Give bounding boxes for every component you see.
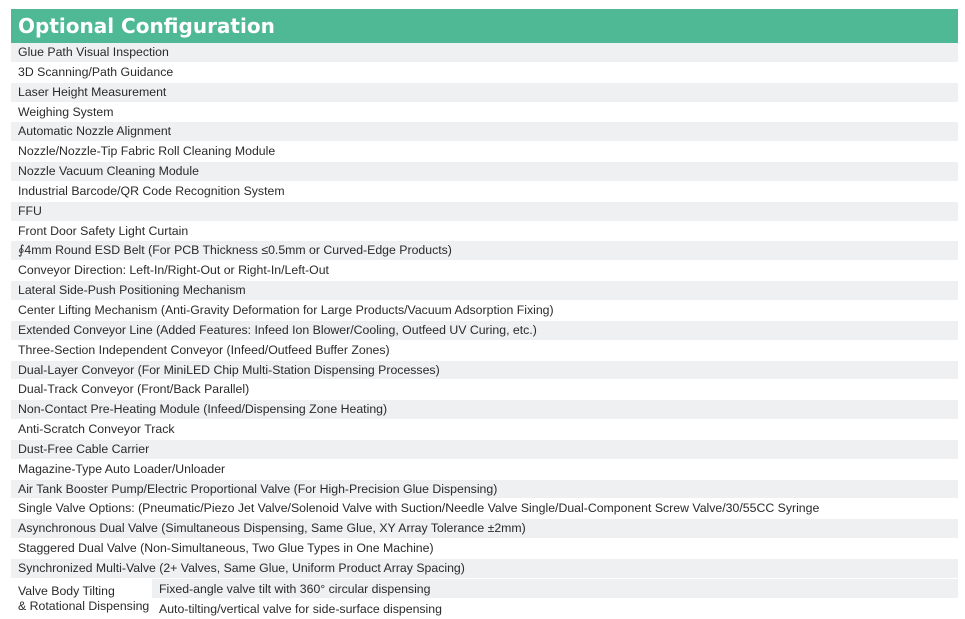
valve-tilting-label-line1: Valve Body Tilting	[18, 583, 115, 598]
valve-tilting-row	[11, 579, 958, 619]
list-item: Conveyor Direction: Left-In/Right-Out or Right-In/Left-Out	[11, 261, 958, 281]
list-item: Lateral Side-Push Positioning Mechanism	[11, 281, 958, 301]
list-item: Asynchronous Dual Valve (Simultaneous Dispensing, Same Glue, XY Array Tolerance ±2mm)	[11, 519, 958, 539]
section-title: Optional Configuration	[11, 9, 958, 43]
valve-tilting-options	[152, 579, 958, 619]
configuration-list	[11, 43, 958, 619]
list-item: Nozzle Vacuum Cleaning Module	[11, 162, 958, 182]
list-item: Three-Section Independent Conveyor (Infeed/Outfeed Buffer Zones)	[11, 341, 958, 361]
list-item: Air Tank Booster Pump/Electric Proportional Valve (For High-Precision Glue Dispensing)	[11, 480, 958, 500]
list-item: Laser Height Measurement	[11, 83, 958, 103]
list-item: Single Valve Options: (Pneumatic/Piezo Jet Valve/Solenoid Valve with Suction/Needle Valve Single/Dual-Component Screw Valve/30/55CC Syringe	[11, 499, 958, 519]
list-item: Nozzle/Nozzle-Tip Fabric Roll Cleaning Module	[11, 142, 958, 162]
list-item: Center Lifting Mechanism (Anti-Gravity Deformation for Large Products/Vacuum Adsorption Fixing)	[11, 301, 958, 321]
list-item: FFU	[11, 202, 958, 222]
valve-tilting-label	[11, 579, 152, 619]
list-item: Dust-Free Cable Carrier	[11, 440, 958, 460]
list-item: Non-Contact Pre-Heating Module (Infeed/Dispensing Zone Heating)	[11, 400, 958, 420]
list-item: Front Door Safety Light Curtain	[11, 222, 958, 242]
list-item: Glue Path Visual Inspection	[11, 43, 958, 63]
list-item: Dual-Track Conveyor (Front/Back Parallel)	[11, 380, 958, 400]
list-item: 3D Scanning/Path Guidance	[11, 63, 958, 83]
optional-configuration-page	[11, 0, 958, 619]
list-item: ∮4mm Round ESD Belt (For PCB Thickness ≤0.5mm or Curved-Edge Products)	[11, 241, 958, 261]
list-item: Dual-Layer Conveyor (For MiniLED Chip Multi-Station Dispensing Processes)	[11, 361, 958, 381]
list-item: Weighing System	[11, 103, 958, 123]
list-item: Magazine-Type Auto Loader/Unloader	[11, 460, 958, 480]
valve-tilting-label-line2: & Rotational Dispensing	[18, 598, 150, 613]
list-item: Synchronized Multi-Valve (2+ Valves, Same Glue, Uniform Product Array Spacing)	[11, 559, 958, 579]
list-item: Anti-Scratch Conveyor Track	[11, 420, 958, 440]
list-item: Staggered Dual Valve (Non-Simultaneous, Two Glue Types in One Machine)	[11, 539, 958, 559]
list-item: Automatic Nozzle Alignment	[11, 122, 958, 142]
valve-tilting-option: Fixed-angle valve tilt with 360° circular dispensing	[152, 579, 958, 599]
valve-tilting-option: Auto-tilting/vertical valve for side-surface dispensing	[152, 599, 958, 619]
list-item: Extended Conveyor Line (Added Features: Infeed Ion Blower/Cooling, Outfeed UV Curing, etc.)	[11, 321, 958, 341]
list-item: Industrial Barcode/QR Code Recognition System	[11, 182, 958, 202]
